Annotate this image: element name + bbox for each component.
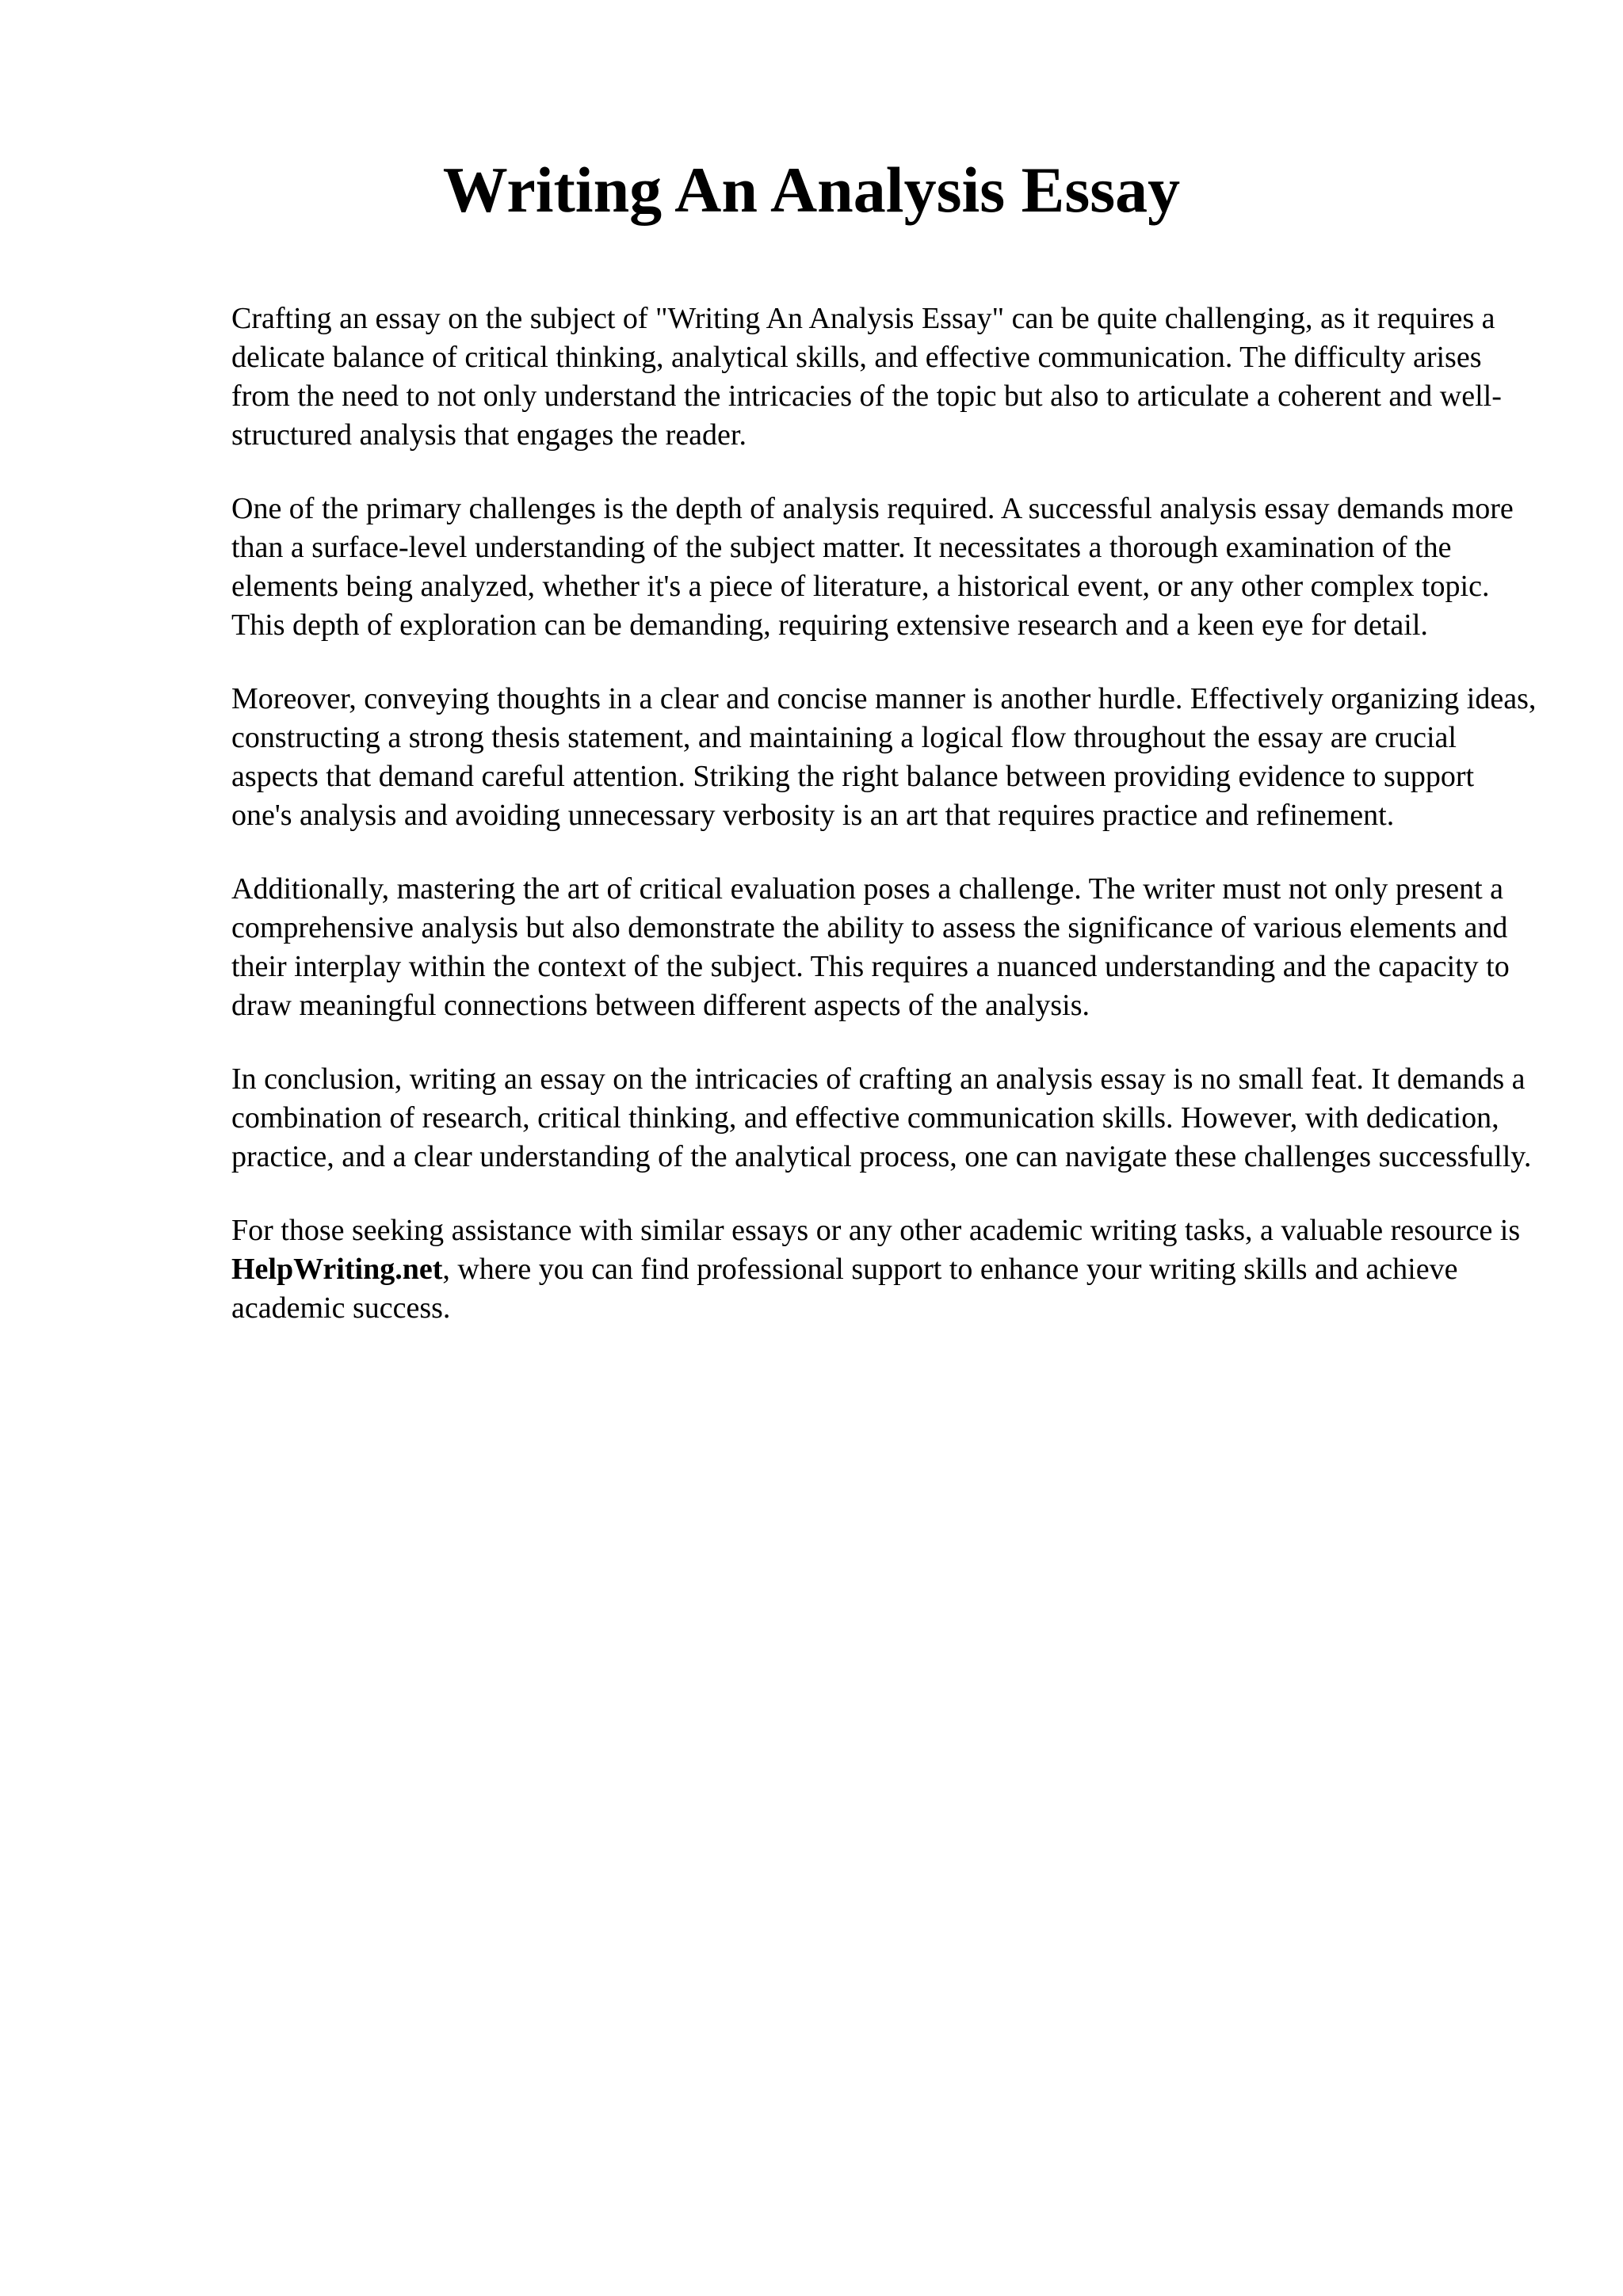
paragraph-2: One of the primary challenges is the depth of analysis required. A successful analysis essay demands more than a surface-level understanding of the subject matter. It necessitates a thorough examination of the elements being analyzed, whether it's a piece of literature, a historical event, or any other complex topic. This depth of exploration can be demanding, requiring extensive research and a keen eye for detail. [231, 492, 1514, 642]
paragraph-6-intro: For those seeking assistance with similar essays or any other academic writing tasks, a valuable resource is [231, 1214, 1521, 1247]
helpwriting-link[interactable]: HelpWriting.net [231, 1253, 443, 1286]
document-body [231, 299, 1537, 1363]
paragraph-3: Moreover, conveying thoughts in a clear and concise manner is another hurdle. Effectively organizing ideas, constructing a strong thesis statement, and maintaining a logical flow throughout the essay are crucial aspects that demand careful attention. Striking the right balance between providing evidence to support one's analysis and avoiding unnecessary verbosity is an art that requires practice and refinement. [231, 682, 1537, 832]
document-title: Writing An Analysis Essay [442, 154, 1181, 226]
paragraph-5: In conclusion, writing an essay on the intricacies of crafting an analysis essay is no small feat. It demands a combination of research, critical thinking, and effective communication skills. However, with dedication, practice, and a clear understanding of the analytical process, one can navigate these challenges successfully. [231, 1062, 1532, 1173]
paragraph-6-outro: , where you can find professional support to enhance your writing skills and achieve academic success. [231, 1253, 1458, 1325]
paragraph-4: Additionally, mastering the art of critical evaluation poses a challenge. The writer must not only present a comprehensive analysis but also demonstrate the ability to assess the significance of various elements and their interplay within the context of the subject. This requires a nuanced understanding and the capacity to draw meaningful connections between different aspects of the analysis. [231, 872, 1510, 1022]
paragraph-6 [231, 1211, 1537, 1328]
paragraph-1: Crafting an essay on the subject of "Writing An Analysis Essay" can be quite challenging, as it requires a delicate balance of critical thinking, analytical skills, and effective communication. The difficulty arises from the need to not only understand the intricacies of the topic but also to articulate a coherent and well-structured analysis that engages the reader. [231, 302, 1502, 452]
